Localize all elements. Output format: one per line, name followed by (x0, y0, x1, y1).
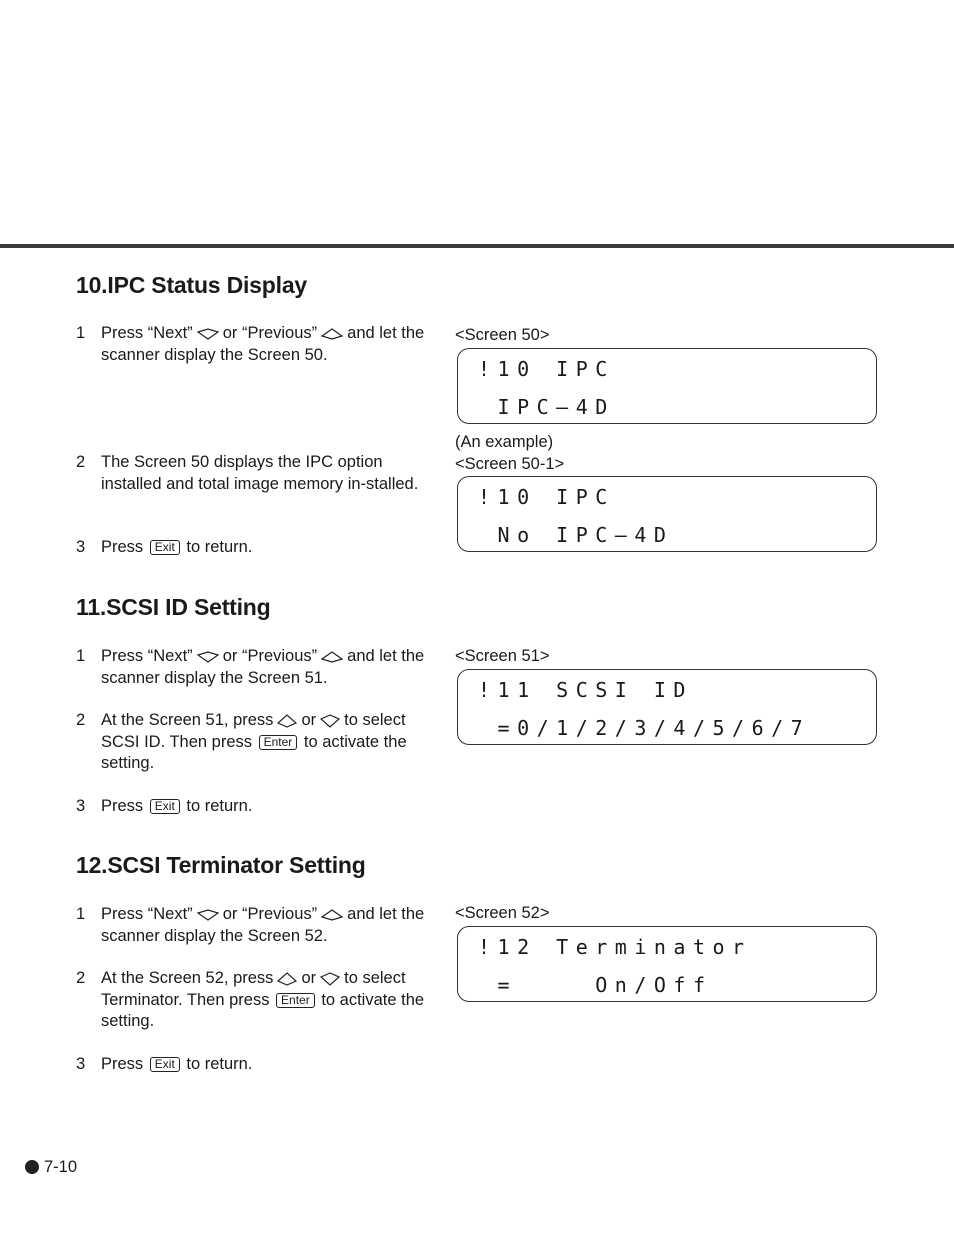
step-text-part: or “Previous” (222, 324, 318, 342)
exit-key: Exit (150, 799, 180, 814)
step-text-part: to select SCSI ID. Then press (101, 711, 406, 751)
step-text-part: and let the scanner display the Screen 50. (101, 324, 425, 364)
step-text-part: and let the scanner display the Screen 51. (101, 647, 425, 687)
step-number: 3 (76, 1055, 86, 1073)
previous-arrow-icon (321, 328, 343, 340)
scsi-id-step-1 (76, 646, 436, 690)
lcd-screen-52 (457, 926, 877, 1002)
section-heading-scsi-terminator: 12.SCSI Terminator Setting (76, 852, 366, 878)
ipc-step-3 (76, 537, 436, 559)
next-arrow-icon (197, 328, 219, 340)
step-text-part: to return. (186, 1055, 253, 1073)
next-arrow-icon (197, 909, 219, 921)
step-text (101, 537, 436, 559)
lcd-line-2: No IPC–4D (478, 523, 674, 547)
step-text-part: At the Screen 51, press (101, 711, 274, 729)
step-text-part: Press “Next” (101, 647, 193, 665)
step-text-part: or “Previous” (222, 905, 318, 923)
screen-50-caption: <Screen 50> (455, 326, 550, 344)
step-text-part: to return. (186, 538, 253, 556)
scsi-id-step-3 (76, 796, 436, 818)
enter-key: Enter (276, 993, 315, 1008)
step-text (101, 710, 436, 775)
step-text-part: Press “Next” (101, 905, 193, 923)
header-rule (0, 244, 954, 248)
screen-51-caption: <Screen 51> (455, 647, 550, 665)
step-text (101, 323, 436, 366)
previous-arrow-icon (321, 909, 343, 921)
step-text-part: Press (101, 1055, 144, 1073)
terminator-step-1 (76, 904, 436, 948)
ipc-step-2 (76, 452, 436, 518)
step-number: 1 (76, 905, 86, 923)
up-arrow-icon (277, 972, 297, 986)
section-heading-scsi-id: 11.SCSI ID Setting (76, 594, 271, 620)
next-arrow-icon (197, 651, 219, 663)
page-marker-dot (25, 1160, 39, 1174)
lcd-screen-50-1 (457, 476, 877, 552)
section-heading-ipc-status: 10.IPC Status Display (76, 272, 307, 298)
step-text-part: or “Previous” (222, 647, 318, 665)
scsi-id-step-2 (76, 710, 436, 776)
step-text (101, 646, 436, 689)
lcd-screen-50 (457, 348, 877, 424)
step-text: The Screen 50 displays the IPC option installed and total image memory in-stalled. (101, 453, 419, 493)
terminator-step-2 (76, 968, 436, 1034)
lcd-screen-51 (457, 669, 877, 745)
step-number: 2 (76, 711, 86, 729)
step-text-part: to select Terminator. Then press (101, 969, 406, 1009)
step-text (101, 904, 436, 947)
ipc-step-1 (76, 323, 436, 367)
lcd-line-1: !10 IPC (478, 485, 615, 509)
up-arrow-icon (277, 714, 297, 728)
down-arrow-icon (320, 714, 340, 728)
lcd-line-1: !10 IPC (478, 357, 615, 381)
terminator-step-3 (76, 1054, 436, 1076)
example-note: (An example) (455, 433, 554, 451)
step-number: 2 (76, 969, 86, 987)
screen-50-1-caption: <Screen 50-1> (455, 455, 565, 473)
lcd-line-2: IPC–4D (478, 395, 615, 419)
step-text-part: Press “Next” (101, 324, 193, 342)
step-number: 3 (76, 797, 86, 815)
step-number: 1 (76, 324, 86, 342)
lcd-line-1: !11 SCSI ID (478, 678, 693, 702)
step-number: 3 (76, 538, 86, 556)
enter-key: Enter (259, 735, 298, 750)
step-text (101, 796, 436, 818)
step-text-part: to activate the setting. (101, 990, 425, 1030)
screen-52-caption: <Screen 52> (455, 904, 550, 922)
step-text (101, 1054, 436, 1076)
exit-key: Exit (150, 540, 180, 555)
step-text-part: to return. (186, 797, 253, 815)
step-text-part: and let the scanner display the Screen 52. (101, 905, 425, 945)
step-number: 2 (76, 453, 86, 471)
page-number: 7-10 (44, 1158, 78, 1176)
lcd-line-2: = On/Off (478, 973, 713, 997)
step-text-part: Press (101, 797, 144, 815)
step-text (101, 968, 436, 1033)
down-arrow-icon (320, 972, 340, 986)
step-text-part: or (301, 711, 317, 729)
lcd-line-2: =0/1/2/3/4/5/6/7 (478, 716, 811, 740)
step-text-part: or (301, 969, 317, 987)
lcd-line-1: !12 Terminator (478, 935, 752, 959)
step-text-part: to activate the setting. (101, 732, 407, 772)
previous-arrow-icon (321, 651, 343, 663)
step-number: 1 (76, 647, 86, 665)
step-text-part: Press (101, 538, 144, 556)
exit-key: Exit (150, 1057, 180, 1072)
step-text-part: At the Screen 52, press (101, 969, 274, 987)
